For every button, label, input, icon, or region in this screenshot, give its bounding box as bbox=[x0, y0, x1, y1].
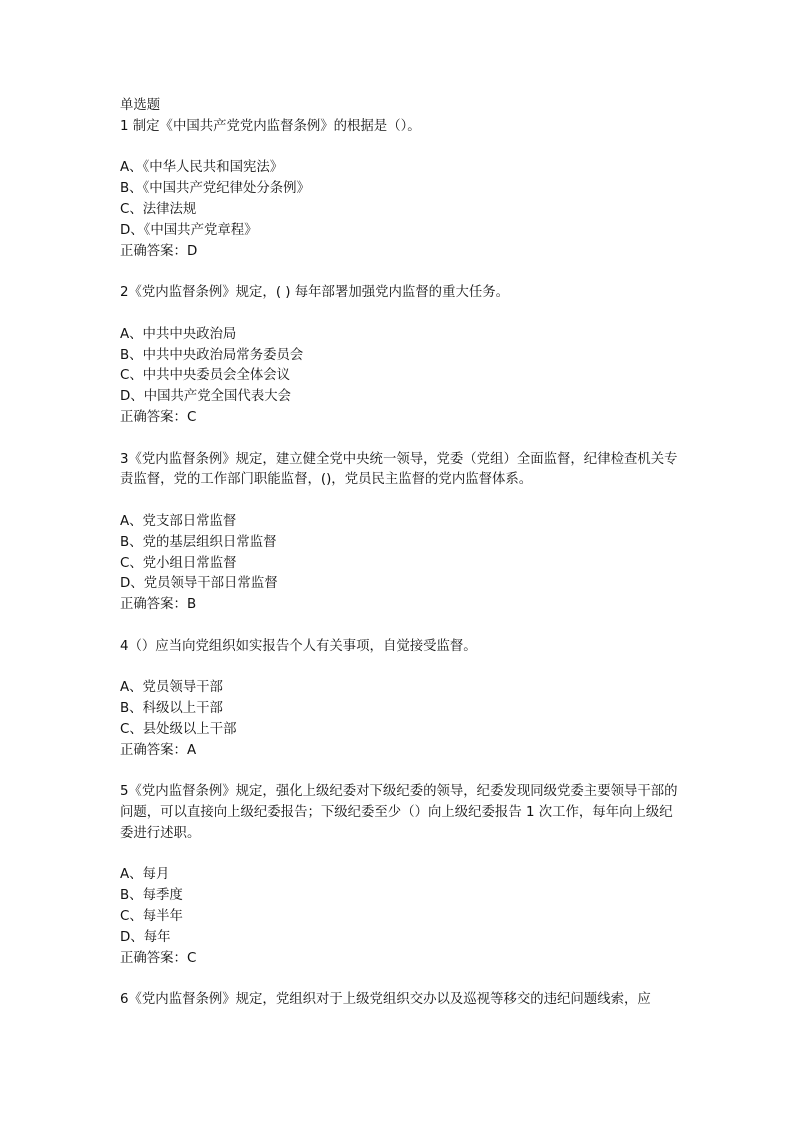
spacer bbox=[120, 429, 680, 450]
question-3-text: 3《党内监督条例》规定，建立健全党中央统一领导，党委（党组）全面监督，纪律检查机关专责监督，党的工作部门职能监督，()，党员民主监督的党内监督体系。 bbox=[120, 451, 678, 488]
spacer bbox=[120, 304, 680, 325]
question-2 bbox=[120, 283, 680, 429]
question-3 bbox=[120, 450, 680, 616]
section-title: 单选题 bbox=[120, 98, 161, 113]
question-2-answer: 正确答案：C bbox=[120, 409, 197, 425]
question-4-option-c: C、县处级以上干部 bbox=[120, 721, 237, 737]
question-3-option-d: D、党员领导干部日常监督 bbox=[120, 576, 278, 592]
question-3-option-b: B、党的基层组织日常监督 bbox=[120, 534, 277, 550]
question-1-text: 1 制定《中国共产党党内监督条例》的根据是（）。 bbox=[120, 118, 421, 134]
spacer bbox=[120, 845, 680, 866]
spacer bbox=[120, 762, 680, 783]
document-page bbox=[120, 96, 680, 1011]
question-4-text: 4（）应当向党组织如实报告个人有关事项，自觉接受监督。 bbox=[120, 638, 477, 654]
question-4-answer: 正确答案：A bbox=[120, 742, 197, 758]
spacer bbox=[120, 616, 680, 637]
question-5 bbox=[120, 782, 680, 969]
question-6-text: 6《党内监督条例》规定，党组织对于上级党组织交办以及巡视等移交的违纪问题线索，应 bbox=[120, 992, 651, 1008]
spacer bbox=[120, 138, 680, 159]
question-5-option-b: B、每季度 bbox=[120, 888, 183, 904]
question-1 bbox=[120, 117, 680, 263]
question-3-option-a: A、党支部日常监督 bbox=[120, 513, 237, 529]
question-1-option-c: C、法律法规 bbox=[120, 201, 197, 217]
question-1-option-b: B、《中国共产党纪律处分条例》 bbox=[120, 181, 310, 197]
question-2-option-c: C、中共中央委员会全体会议 bbox=[120, 368, 291, 384]
question-6 bbox=[120, 990, 680, 1011]
question-1-option-a: A、《中华人民共和国宪法》 bbox=[120, 160, 284, 176]
question-4 bbox=[120, 637, 680, 762]
question-2-text: 2《党内监督条例》规定，( ) 每年部署加强党内监督的重大任务。 bbox=[120, 285, 510, 301]
question-5-text: 5《党内监督条例》规定，强化上级纪委对下级纪委的领导，纪委发现同级党委主要领导干部的问题，可以直接向上级纪委报告；下级纪委至少（）向上级纪委报告 1 次工作，每年向上级纪委进行述职。 bbox=[120, 784, 678, 841]
question-2-option-b: B、中共中央政治局常务委员会 bbox=[120, 347, 304, 363]
question-4-option-b: B、科级以上干部 bbox=[120, 701, 223, 717]
spacer bbox=[120, 969, 680, 990]
question-5-option-a: A、每月 bbox=[120, 867, 170, 883]
spacer bbox=[120, 262, 680, 283]
question-3-option-c: C、党小组日常监督 bbox=[120, 555, 237, 571]
spacer bbox=[120, 658, 680, 679]
question-4-option-a: A、党员领导干部 bbox=[120, 680, 223, 696]
question-5-option-c: C、每半年 bbox=[120, 909, 183, 925]
spacer bbox=[120, 491, 680, 512]
question-1-answer: 正确答案：D bbox=[120, 243, 198, 259]
question-1-option-d: D、《中国共产党章程》 bbox=[120, 222, 258, 238]
question-5-option-d: D、每年 bbox=[120, 929, 171, 945]
question-2-option-a: A、中共中央政治局 bbox=[120, 326, 237, 342]
question-2-option-d: D、中国共产党全国代表大会 bbox=[120, 389, 291, 405]
question-3-answer: 正确答案：B bbox=[120, 597, 197, 613]
question-5-answer: 正确答案：C bbox=[120, 950, 197, 966]
